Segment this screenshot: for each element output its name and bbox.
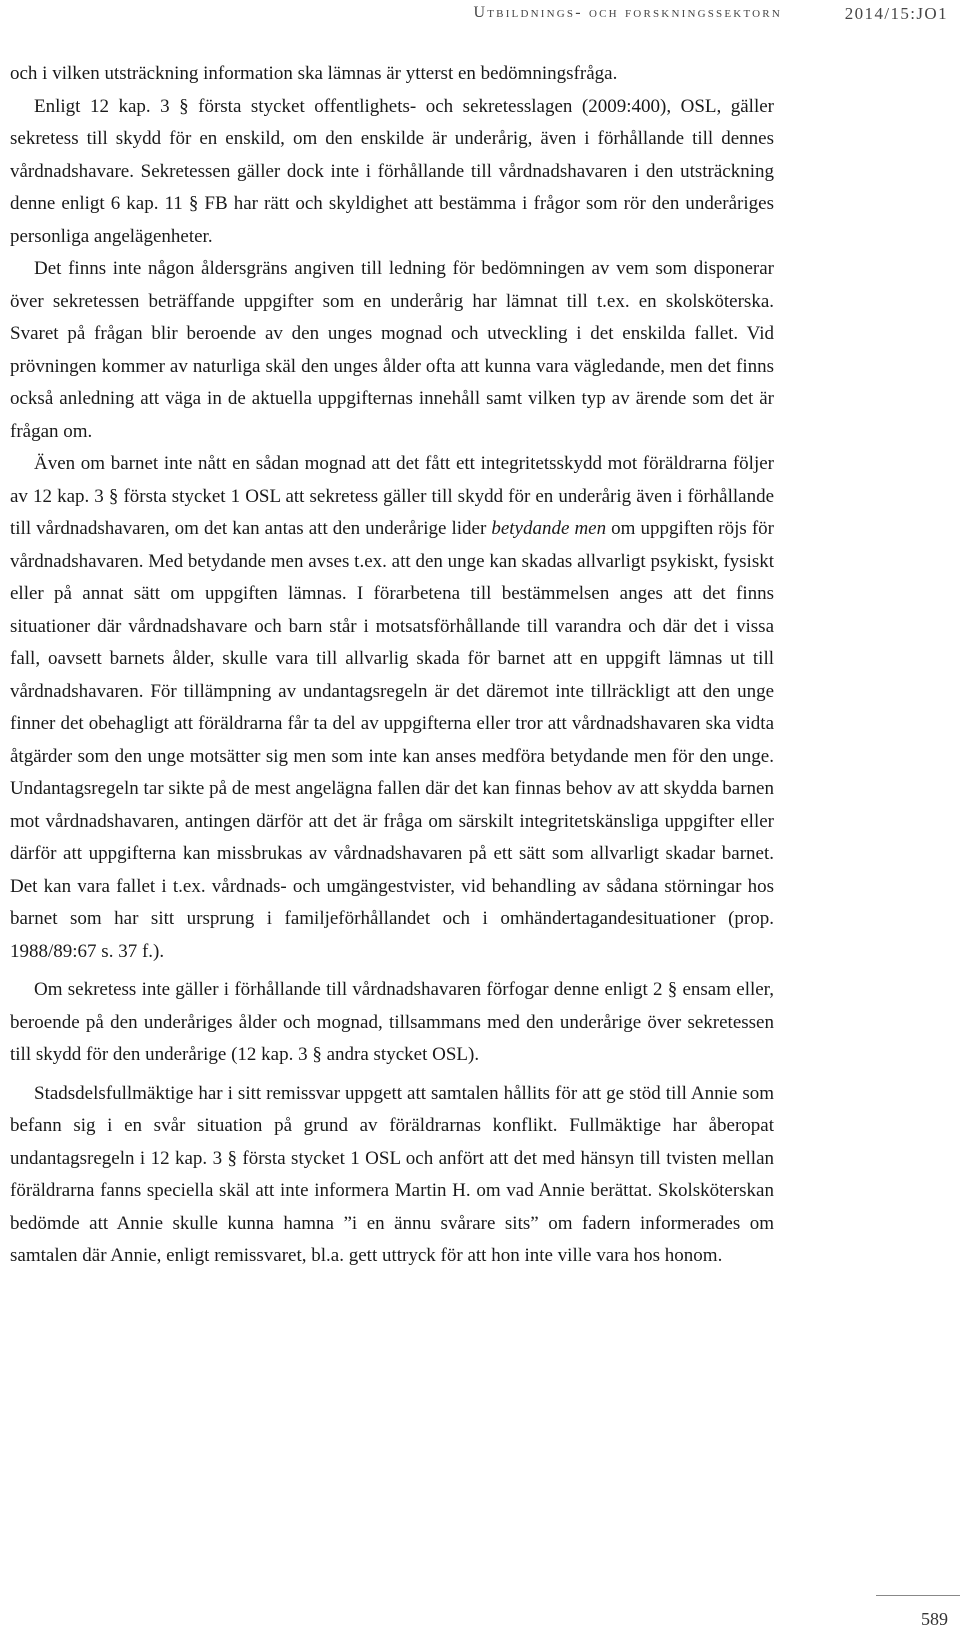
paragraph-remissvar: Stadsdelsfullmäktige har i sitt remissvar uppgett att samtalen hållits för att ge stöd till Annie som befann sig i en svår situation på grund av föräldrarnas konflikt. Fullmäktige har åberopat undantagsregeln i 12 kap. 3 § första stycket 1 OSL och anfört att det med hänsyn till tvisten mellan föräldrarna fanns speciella skäl att inte informera Martin H. om vad Annie berättat. Skolsköterskan bedömde att Annie skulle kunna hamna ”i en ännu svårare sits” om fadern informerades om samtalen där Annie, enligt remissvaret, bl.a. gett uttryck för att hon inte ville vara hos honom. xyxy=(10,1082,774,1266)
paragraph-text-start: Även om barnet inte nått en sådan mognad att det fått ett integritetsskydd mot föräldrarna följer av 12 kap. 3 § första stycket 1 OSL att sekretess gäller till skydd för en underårig även i förhållande till vårdnadshavaren, om det kan antas att den underårige lider xyxy=(10,453,774,539)
paragraph-text-end: om uppgiften röjs för vårdnadshavaren. Med betydande men avses t.ex. att den unge kan skadas allvarligt psykiskt, fysiskt eller på annat sätt om uppgiften lämnas. I förarbetena till bestämmelsen anges att det finns situationer där vårdnadshavare och barn står i motsatsförhållande till varandra och där det i vissa fall, oavsett barnets ålder, skulle vara till allvarlig skada för barnet att en uppgift lämnas ut till vårdnadshavaren. För tillämpning av undantagsregeln är det däremot inte tillräckligt att den unge finner det obehagligt att föräldrarna får ta del av uppgifterna eller tror att vårdnadshavaren ska vidta åtgärder som den unge motsätter sig men som inte kan anses medföra betydande men för den unge. Undantagsregeln tar sikte på de mest angelägna fallen där det kan finnas behov av att skydda barnen mot vårdnadshavaren, antingen därför att det är fråga om särskilt integritetskänsliga uppgifter eller därför att uppgifterna kan missbrukas av vårdnadshavaren på ett sätt som allvarligt skadar barnet. Det kan vara fallet i t.ex. vårdnads- och umgängestvister, vid behandling av sådana störningar hos barnet som har sitt ursprung i familjeförhållandet och i omhändertagandesituationer (prop. 1988/89:67 s. 37 f.). xyxy=(10,518,774,962)
paragraph-continuation: och i vilken utsträckning information ska lämnas är ytterst en bedömningsfråga. xyxy=(10,63,618,84)
header-document-id: 2014/15:JO1 xyxy=(844,4,948,23)
paragraph-osl-rule: Enligt 12 kap. 3 § första stycket offentlighets- och sekretesslagen (2009:400), OSL, gäller sekretess till skydd för en enskild, om den enskilde är underårig, även i förhållande till dennes vårdnadshavare. Sekretessen gäller dock inte i förhållande till vårdnadshavaren i den utsträckning denne enligt 6 kap. 11 § FB har rätt och skyldighet att bestämma i frågor som rör den underåriges personliga angelägenheter. xyxy=(10,95,774,247)
footer-rule xyxy=(876,1595,960,1596)
page-number: 589 xyxy=(921,1609,948,1629)
paragraph-age-limit: Det finns inte någon åldersgräns angiven till ledning för bedömningen av vem som disponerar över sekretessen beträffande uppgifter som en underårig har lämnat till t.ex. en skolsköterska. Svaret på frågan blir beroende av den unges mognad och utveckling i det enskilda fallet. Vid prövningen kommer av naturliga skäl den unges ålder ofta att kunna vara vägledande, men det finns också anledning att väga in de aktuella uppgifternas innehåll samt vilken typ av ärende som det är frågan om. xyxy=(10,258,774,442)
header-section-title: Utbildnings- och forskningssektorn xyxy=(473,4,782,21)
body-text xyxy=(10,58,774,1273)
paragraph-significant-harm xyxy=(10,448,774,968)
paragraph-guardian-control: Om sekretess inte gäller i förhållande till vårdnadshavaren förfogar denne enligt 2 § ensam eller, beroende på den underåriges ålder och mognad, tillsammans med den underårige över sekretessen till skydd för den underårige (12 kap. 3 § andra stycket OSL). xyxy=(10,979,774,1065)
running-header xyxy=(0,4,960,30)
emphasis-term: betydande men xyxy=(491,518,607,539)
